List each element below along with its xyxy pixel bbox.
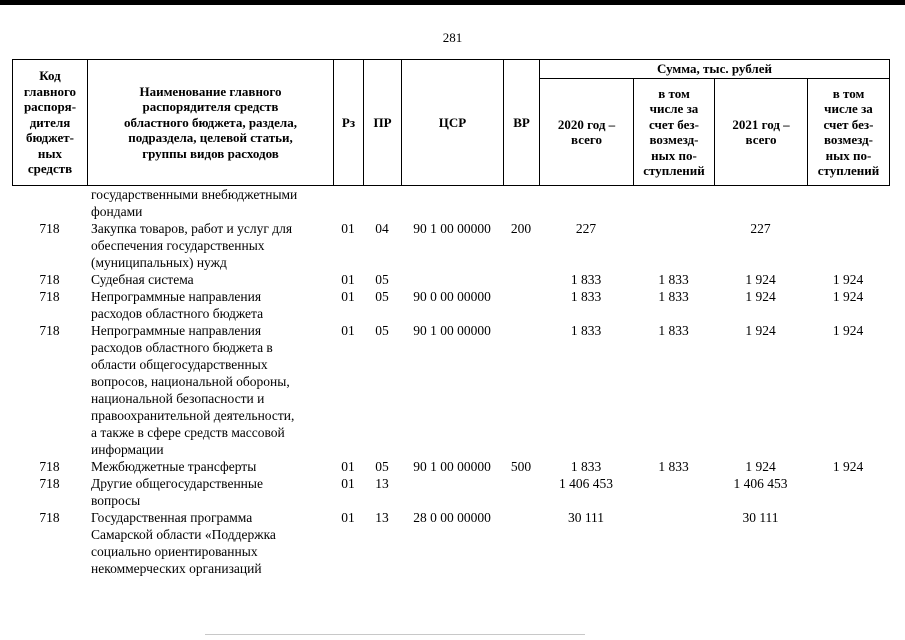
- row-2020-free: 1 833: [658, 289, 689, 304]
- row-2020-free: [633, 220, 714, 271]
- row-csr: 90 1 00 00000: [413, 459, 491, 474]
- table-row: [12, 288, 889, 322]
- row-2021-total: 30 111: [742, 510, 779, 525]
- row-vr: [503, 271, 539, 288]
- row-2020-total: 1 833: [570, 272, 602, 287]
- row-2021-free: 1 924: [832, 459, 864, 474]
- header-rz: Рз: [334, 60, 364, 186]
- row-csr: 90 1 00 00000: [413, 221, 491, 236]
- row-2020-total: 227: [575, 221, 597, 236]
- header-sum: Сумма, тыс. рублей: [540, 60, 890, 79]
- table-row: [12, 458, 889, 475]
- row-2020-total: 1 833: [570, 323, 602, 338]
- row-name: Судебная система: [91, 272, 194, 287]
- row-2020-total: 1 406 453: [559, 476, 613, 491]
- header-vr: ВР: [504, 60, 540, 186]
- header-2020-free: в том числе за счет без- возмезд- ных по- ступлений: [634, 79, 715, 186]
- row-csr: [401, 271, 503, 288]
- header-name: Наименование главного распорядителя средств областного бюджета, раздела, подраздела, целевой статьи, группы видов расходов: [88, 60, 334, 186]
- table-row: [12, 271, 889, 288]
- row-vr: 200: [510, 221, 532, 236]
- table-row: [12, 220, 889, 271]
- header-2021-total: 2021 год – всего: [715, 79, 808, 186]
- row-vr: [503, 322, 539, 458]
- table-row: [12, 322, 889, 458]
- row-vr: [503, 475, 539, 509]
- table-row: [12, 186, 889, 220]
- row-rz: [333, 186, 363, 220]
- row-2020-total: [539, 186, 633, 220]
- row-2021-total: 1 924: [745, 289, 776, 304]
- row-2020-free: [633, 186, 714, 220]
- row-2021-total: 1 924: [745, 459, 776, 474]
- top-border: [0, 0, 905, 5]
- row-vr: [503, 288, 539, 322]
- header-pr: ПР: [364, 60, 402, 186]
- table-rows: [12, 186, 889, 577]
- row-name: Государственная программа Самарской области «Поддержка социально ориентированных некоммерческих организаций: [91, 510, 276, 576]
- table-header: [12, 59, 890, 186]
- row-2021-free: 1 924: [832, 272, 864, 287]
- row-vr: [503, 509, 539, 577]
- row-code: 718: [39, 459, 60, 474]
- row-2021-free: [807, 475, 889, 509]
- bottom-divider: [205, 634, 585, 635]
- table-row: [12, 475, 889, 509]
- row-pr: 05: [375, 459, 389, 474]
- row-pr: [363, 186, 401, 220]
- page-number: 281: [442, 30, 463, 45]
- header-2020-total: 2020 год – всего: [540, 79, 634, 186]
- row-2021-free: [807, 220, 889, 271]
- row-name: Непрограммные направления расходов областного бюджета в области общегосударственных вопросов, национальной обороны, национальной безопасности и правоохранительной деятельности, а также в сфере средств массовой информации: [91, 323, 295, 457]
- row-2020-free: 1 833: [658, 459, 689, 474]
- row-rz: 01: [341, 476, 355, 491]
- row-2021-total: 1 924: [745, 272, 776, 287]
- row-rz: 01: [341, 510, 355, 525]
- row-code: 718: [39, 272, 60, 287]
- row-csr: 90 1 00 00000: [413, 323, 491, 338]
- row-name: Другие общегосударственные вопросы: [91, 476, 263, 508]
- row-2020-free: [633, 475, 714, 509]
- row-2021-free: 1 924: [832, 323, 864, 338]
- row-vr: 500: [510, 459, 532, 474]
- row-name: Межбюджетные трансферты: [91, 459, 257, 474]
- row-name: государственными внебюджетными фондами: [91, 187, 298, 219]
- row-code: 718: [39, 510, 60, 525]
- table-body: [12, 186, 889, 577]
- row-csr: 90 0 00 00000: [413, 289, 491, 304]
- row-2021-total: 1 924: [745, 323, 776, 338]
- row-code: 718: [39, 476, 60, 491]
- row-pr: 05: [375, 272, 389, 287]
- row-2021-total: [714, 186, 807, 220]
- row-rz: 01: [341, 459, 355, 474]
- row-2021-total: 227: [750, 221, 771, 236]
- row-2020-free: [633, 509, 714, 577]
- row-rz: 01: [341, 272, 355, 287]
- row-vr: [503, 186, 539, 220]
- row-pr: 05: [375, 323, 389, 338]
- row-2021-total: 1 406 453: [733, 476, 788, 491]
- row-2020-total: 1 833: [570, 459, 602, 474]
- row-csr: 28 0 00 00000: [413, 510, 491, 525]
- row-pr: 05: [375, 289, 389, 304]
- row-2020-free: 1 833: [658, 323, 689, 338]
- header-2021-free: в том числе за счет без- возмезд- ных по- ступлений: [808, 79, 890, 186]
- row-rz: 01: [341, 289, 355, 304]
- row-2021-free: [807, 509, 889, 577]
- row-2020-total: 1 833: [570, 289, 602, 304]
- row-pr: 13: [375, 476, 389, 491]
- row-csr: [401, 186, 503, 220]
- row-2020-free: 1 833: [658, 272, 689, 287]
- row-2021-free: [807, 186, 889, 220]
- row-pr: 13: [375, 510, 389, 525]
- row-rz: 01: [341, 221, 355, 236]
- row-code: [12, 186, 87, 220]
- row-code: 718: [39, 221, 60, 236]
- row-rz: 01: [341, 323, 355, 338]
- row-name: Закупка товаров, работ и услуг для обеспечения государственных (муниципальных) нужд: [91, 221, 293, 270]
- header-csr: ЦСР: [402, 60, 504, 186]
- row-2020-total: 30 111: [567, 510, 605, 525]
- row-code: 718: [39, 323, 60, 338]
- row-pr: 04: [375, 221, 389, 236]
- row-name: Непрограммные направления расходов областного бюджета: [91, 289, 264, 321]
- header-code: Код главного распоря- дителя бюджет- ных средств: [13, 60, 88, 186]
- row-2021-free: 1 924: [832, 289, 864, 304]
- row-csr: [401, 475, 503, 509]
- table-row: [12, 509, 889, 577]
- row-code: 718: [39, 289, 60, 304]
